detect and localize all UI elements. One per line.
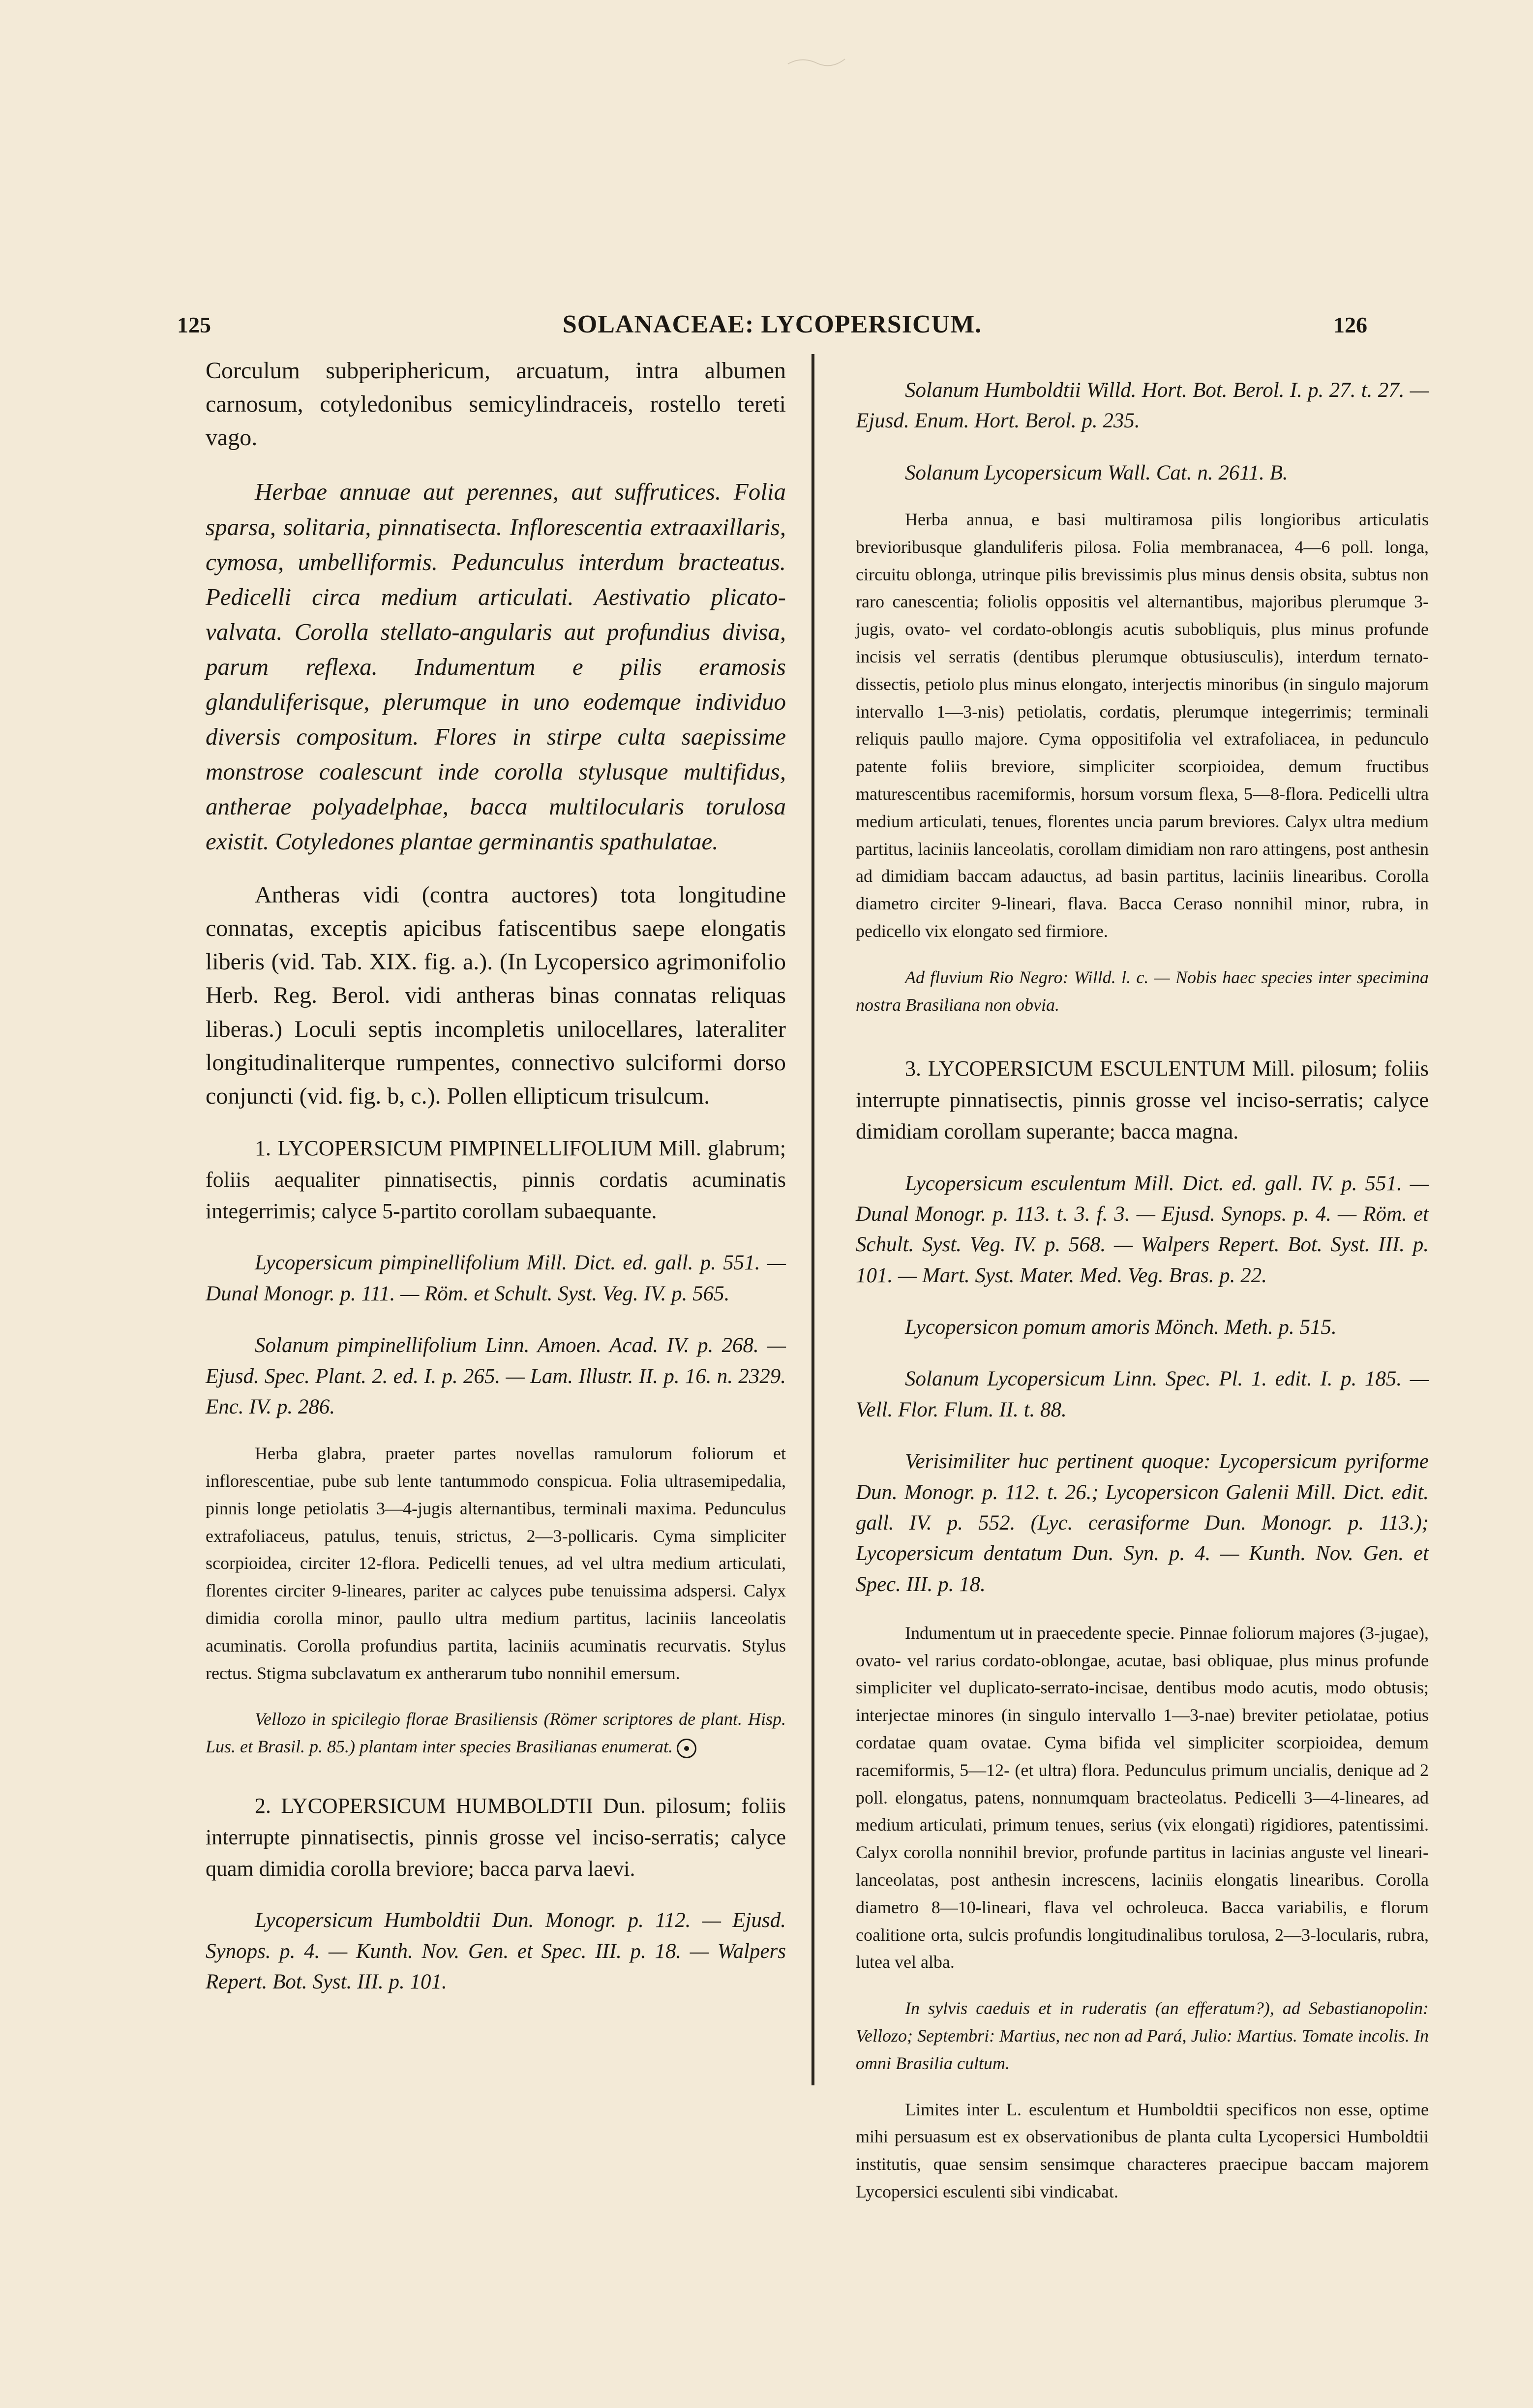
species-heading-pimpinellifolium: 1. LYCOPERSICUM PIMPINELLIFOLIUM Mill. glabrum; foliis aequaliter pinnatisectis, pinnis cordatis acuminatis integerrimis; calyce 5-partito corollam subaequante. bbox=[206, 1136, 786, 1223]
running-header bbox=[177, 305, 1367, 344]
species-heading-esculentum: 3. LYCOPERSICUM ESCULENTUM Mill. pilosum; foliis interrupte pinnatisectis, pinnis grosse vel inciso-serratis; calyce dimidiam corollam superante; bacca magna. bbox=[856, 1056, 1429, 1144]
genus-diagnosis: Herbae annuae aut perennes, aut suffrutices. Folia sparsa, solitaria, pinnatisecta. Inflorescentia extraaxillaris, cymosa, umbelliformis. Pedunculus interdum bracteatus. Pedicelli circa medium articulati. Aestivatio plicato-valvata. Corolla stellato-angularis aut profundius divisa, parum reflexa. Indumentum e pilis eramosis glanduliferisque, plerumque in uno eodemque individuo diversis compositum. Flores in stirpe culta saepissime monstrose coalescunt inde corolla stylusque multifidus, antherae polyadelphae, bacca multilocularis torulosa existit. Cotyledones plantae germinantis spathulatae. bbox=[206, 478, 786, 855]
locality-note: In sylvis caeduis et in ruderatis (an efferatum?), ad Sebastianopolin: Vellozo; Septembri: Martius, nec non ad Pará, Julio: Martius. Tomate incolis. In omni Brasilia cultum. bbox=[856, 1998, 1429, 2073]
page-number-right: 126 bbox=[1333, 312, 1367, 337]
locality-note: Vellozo in spicilegio florae Brasiliensis (Römer scriptores de plant. Hisp. Lus. et Brasil. p. 85.) plantam inter species Brasilianas enumerat. bbox=[206, 1706, 786, 1761]
taxonomic-remark: Limites inter L. esculentum et Humboldtii specificos non esse, optime mihi persuasum est ex observationibus de planta culta Lycopersici Humboldtii institutis, quae sensim sensimque characteres praecipue baccam majorem Lycopersici esculenti sibi vindicabat. bbox=[856, 2099, 1429, 2202]
right-column bbox=[856, 354, 1429, 2225]
running-title: SOLANACEAE: LYCOPERSICUM. bbox=[562, 310, 982, 338]
species-description: Herba glabra, praeter partes novellas ramulorum foliorum et inflorescentiae, pube sub lente tantummodo conspicua. Folia ultrasemipedalia, pinnis longe petiolatis 3—4-jugis alternantibus, terminali maxima. Pedunculus extrafoliaceus, patulus, tenuis, strictus, 2—3-pollicaris. Cyma simpliciter scorpioidea, circiter 12-flora. Pedicelli tenues, ad vel ultra medium articulati, florentes circiter 9-lineares, pariter ac calyces pube tenuissima adspersi. Calyx dimidia corolla minor, paullo ultra medium partitus, laciniis lanceolatis acuminatis. Corolla profundius partita, laciniis acuminatis recurvatis. Stylus rectus. Stigma subclavatum ex antherarum tubo nonnihil emersum. bbox=[206, 1444, 786, 1683]
synonym-reference: Lycopersicum esculentum Mill. Dict. ed. gall. IV. p. 551. — Dunal Monogr. p. 113. t. 3. f. 3. — Ejusd. Synops. p. 4. — Röm. et Schult. Syst. Veg. IV. p. 568. — Walpers Repert. Bot. Syst. III. p. 101. — Mart. Syst. Mater. Med. Veg. Bras. p. 22. bbox=[856, 1172, 1429, 1287]
synonym-reference: Lycopersicon pomum amoris Mönch. Meth. p. 515. bbox=[905, 1316, 1337, 1339]
synonym-reference: Lycopersicum Humboldtii Dun. Monogr. p. 112. — Ejusd. Synops. p. 4. — Kunth. Nov. Gen. et Spec. III. p. 18. — Walpers Repert. Bot. Syst. III. p. 101. bbox=[206, 1909, 786, 1994]
synonym-reference: Solanum Lycopersicum Linn. Spec. Pl. 1. edit. I. p. 185. — Vell. Flor. Flum. II. t. 88. bbox=[856, 1367, 1429, 1421]
ink-smudge-icon bbox=[787, 54, 846, 69]
perennial-circle-icon bbox=[677, 1739, 696, 1758]
synonym-reference: Verisimiliter huc pertinent quoque: Lycopersicum pyriforme Dun. Monogr. p. 112. t. 26.; Lycopersicon Galenii Mill. Dict. edit. gall. IV. p. 552. (Lyc. cerasiforme Dun. Monogr. p. 113.); Lycopersicum dentatum Dun. Syn. p. 4. — Kunth. Nov. Gen. et Spec. III. p. 18. bbox=[856, 1450, 1429, 1596]
locality-note: Ad fluvium Rio Negro: Willd. l. c. — Nobis haec species inter specimina nostra Brasiliana non obvia. bbox=[856, 967, 1429, 1015]
synonym-reference: Solanum Lycopersicum Wall. Cat. n. 2611. B. bbox=[905, 461, 1288, 484]
synonym-reference: Solanum Humboldtii Willd. Hort. Bot. Berol. I. p. 27. t. 27. — Ejusd. Enum. Hort. Berol. p. 235. bbox=[856, 379, 1429, 433]
genus-paragraph-embryo: Corculum subperiphericum, arcuatum, intra albumen carnosum, cotyledonibus semicylindraceis, rostello tereti vago. bbox=[206, 358, 786, 451]
synonym-reference: Solanum pimpinellifolium Linn. Amoen. Acad. IV. p. 268. — Ejusd. Spec. Plant. 2. ed. I. p. 265. — Lam. Illustr. II. p. 16. n. 2329. Enc. IV. p. 286. bbox=[206, 1334, 786, 1418]
left-column bbox=[206, 354, 786, 2001]
synonym-reference: Lycopersicum pimpinellifolium Mill. Dict. ed. gall. p. 551. — Dunal Monogr. p. 111. — Röm. et Schult. Syst. Veg. IV. p. 565. bbox=[206, 1251, 786, 1305]
page-number-left: 125 bbox=[177, 312, 211, 337]
genus-anther-note: Antheras vidi (contra auctores) tota longitudine connatas, exceptis apicibus fatiscentibus saepe elongatis liberis (vid. Tab. XIX. fig. a.). (In Lycopersico agrimonifolio Herb. Reg. Berol. vidi antheras binas connatas reliquas liberas.) Loculi septis incompletis unilocellares, lateraliter longitudinaliterque rumpentes, connectivo sulciformi dorso conjuncti (vid. fig. b, c.). Pollen ellipticum trisulcum. bbox=[206, 881, 786, 1109]
column-divider bbox=[812, 354, 814, 2085]
species-description: Indumentum ut in praecedente specie. Pinnae foliorum majores (3-jugae), ovato- vel rarius cordato-oblongae, acutae, basi obliquae, plus minus profunde simpliciter vel duplicato-serrato-incisae, dentibus modo acutis, modo obtusis; interjectae minores (in singulo intervallo 1—3-nae) breviter petiolatae, potius cordatae quam ovatae. Cyma bifida vel simpliciter scorpioidea, demum racemiformis, 5—12- (et ultra) flora. Pedunculus primum uncialis, denique ad 2 poll. elongatus, patens, nonnumquam bracteolatus. Pedicelli 3—4-lineares, ad medium articulati, primum tenues, serius (vix elongati) rigidiores, patentissimi. Calyx corolla nonnihil brevior, profunde partitus in lacinias anguste vel lineari-lanceolatas, post anthesin increscens, laciniis elongatis linearibus. Corolla diametro 8—10-lineari, flava vel ochroleuca. Bacca variabilis, e florum coalitione orta, sulcis profundis longitudinalibus torulosa, 2—3-locularis, rubra, lutea vel alba. bbox=[856, 1623, 1429, 1972]
species-heading-humboldtii: 2. LYCOPERSICUM HUMBOLDTII Dun. pilosum; foliis interrupte pinnatisectis, pinnis grosse vel inciso-serratis; calyce quam dimidia corolla breviore; bacca parva laevi. bbox=[206, 1793, 786, 1881]
species-description: Herba annua, e basi multiramosa pilis longioribus articulatis brevioribusque glanduliferis pilosa. Folia membranacea, 4—6 poll. longa, circuitu oblonga, utrinque pilis brevissimis plus minus densis obsita, subtus non raro canescentia; foliolis oppositis vel alternantibus, majoribus plerumque 3-jugis, ovato- vel cordato-oblongis acutis subobliquis, plus minus profunde incisis vel serratis (dentibus plerumque obtusiusculis), interdum ternato-dissectis, petiolo plus minus elongato, interjectis minoribus (in singulo majorum intervallo 1—3-nis) petiolatis, cordatis, plerumque integerrimis; terminali reliquis paullo majore. Cyma oppositifolia vel extrafoliacea, in pedunculo patente foliis breviore, simpliciter scorpioidea, demum fructibus maturescentibus racemiformis, horsum vorsum flexa, 5—8-flora. Pedicelli ultra medium articulati, tenues, florentes uncia parum breviores. Calyx ultra medium partitus, laciniis lanceolatis, corollam dimidiam non raro attingens, post anthesin ad dimidiam baccam adauctus, ad basin partitus, laciniis linearibus. Corolla diametro circiter 9-lineari, flava. Bacca Ceraso nonnihil minor, rubra, in pedicello vix elongato sed firmiore. bbox=[856, 510, 1429, 941]
